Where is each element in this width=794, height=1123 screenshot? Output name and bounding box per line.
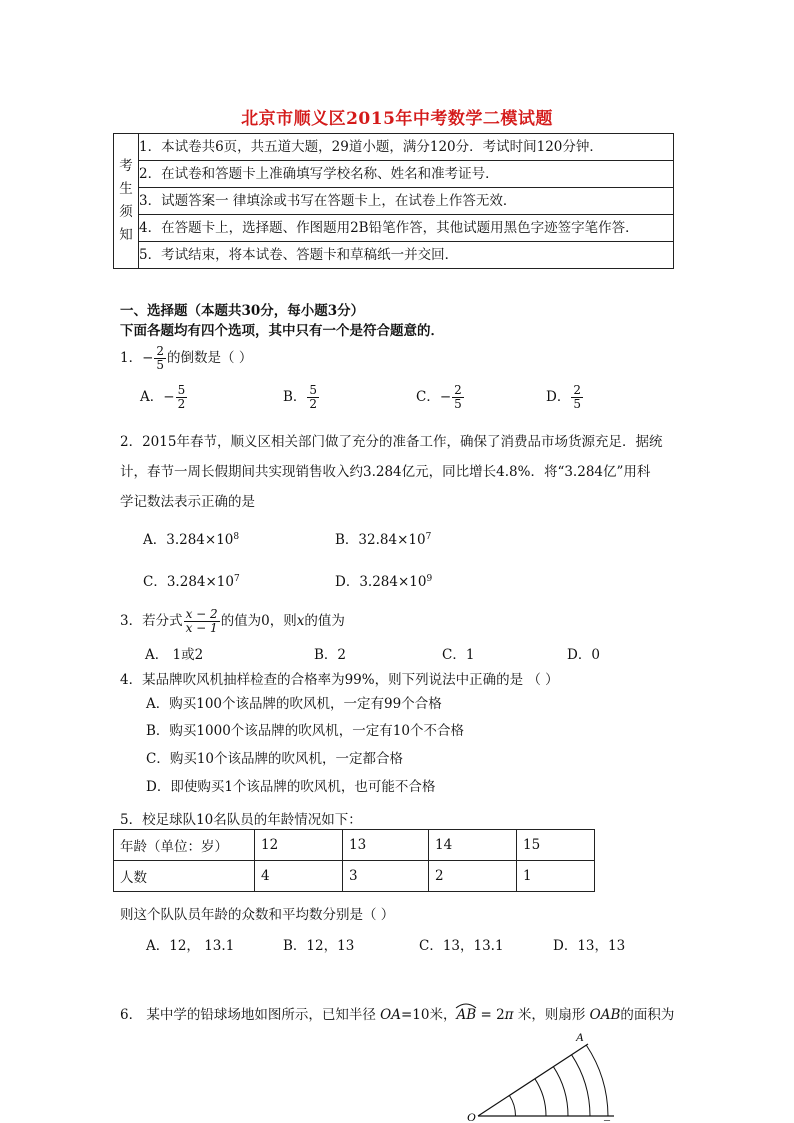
sector-figure	[464, 1026, 664, 1123]
age-table	[113, 829, 595, 892]
notice-item: 1．本试卷共6页，共五道大题，29道小题，满分120分．考试时间120分钟．	[139, 134, 674, 161]
q5-stem: 5．校足球队10名队员的年龄情况如下：	[120, 812, 362, 828]
q4-stem: 4．某品牌吹风机抽样检查的合格率为99%，则下列说法中正确的是 （ ）	[120, 672, 559, 688]
q3-option-c: C．1	[442, 647, 475, 663]
notice-table	[113, 133, 674, 269]
q4-option-d: D．即使购买1个该品牌的吹风机，也可能不合格	[146, 779, 436, 795]
q4-option-a: A．购买100个该品牌的吹风机，一定有99个合格	[146, 696, 442, 712]
q1-option-c: C．− $\frac{2}{5}$	[416, 383, 462, 411]
notice-item: 4．在答题卡上，选择题、作图题用2B铅笔作答，其他试题用黑色字迹签字笔作答．	[139, 215, 674, 242]
arc-line	[572, 1055, 590, 1116]
q3-option-a: A． 1或2	[145, 647, 204, 663]
page-title: 北京市顺义区2015年中考数学二模试题	[241, 109, 553, 129]
q2-option-a: A．$3.284\times 10^8$	[143, 532, 240, 548]
q1-option-b: B． $\frac{5}{2}$	[283, 383, 318, 411]
notice-item: 5．考试结束，将本试卷、答题卡和草稿纸一并交回．	[139, 242, 674, 269]
arc-mark-icon	[455, 1003, 477, 1009]
q3-option-b: B．2	[314, 647, 347, 663]
table-cell: 13	[343, 830, 429, 861]
q5-question: 则这个队队员年龄的众数和平均数分别是（ ）	[120, 907, 395, 923]
arc-ab: AB	[457, 1007, 477, 1023]
label-o: O	[467, 1110, 476, 1123]
question-1: 1．− $\frac{2}{5}$ 的倒数是（ ）	[120, 344, 253, 372]
fraction: $\frac{2}{5}$	[156, 344, 165, 372]
fraction: $\frac{x - 2}{x - 1}$	[185, 607, 218, 635]
notice-item: 2．在试卷和答题卡上准确填写学校名称、姓名和准考证号．	[139, 161, 674, 188]
arc-line	[509, 1096, 515, 1117]
label-a: A	[576, 1030, 584, 1044]
q2-line: 学记数法表示正确的是	[120, 494, 255, 510]
table-cell: 14	[429, 830, 517, 861]
table-cell: 人数	[114, 861, 255, 892]
radius-oa	[478, 1044, 588, 1116]
table-cell: 2	[429, 861, 517, 892]
arc-line	[553, 1067, 568, 1116]
section-heading: 一、选择题（本题共30分，每小题3分）	[120, 303, 365, 319]
q4-option-c: C．购买10个该品牌的吹风机，一定都合格	[146, 751, 404, 767]
table-cell: 4	[255, 861, 343, 892]
q3-option-d: D．0	[567, 647, 600, 663]
table-cell: 15	[517, 830, 595, 861]
label-b: –	[604, 1112, 610, 1123]
arc-line	[535, 1079, 546, 1116]
q1-option-d: D． $\frac{2}{5}$	[546, 383, 581, 411]
notice-label: 考 生 须 知	[114, 134, 139, 269]
q2-option-b: B．$32.84\times 10^7$	[335, 532, 432, 548]
table-cell: 年龄（单位：岁）	[114, 830, 255, 861]
q2-option-c: C．$3.284\times 10^7$	[143, 574, 240, 590]
q5-option-a: A．12， 13.1	[146, 938, 235, 954]
q2-line: 计，春节一周长假期间共实现销售收入约3.284亿元，同比增长4.8%．将“3.284亿”用科	[120, 464, 651, 480]
q5-option-c: C．13，13.1	[419, 938, 504, 954]
question-6: 6． 某中学的铅球场地如图所示，已知半径 OA=10米， AB = 2π 米，则扇形 OAB的面积为	[120, 1003, 674, 1023]
section-instruction: 下面各题均有四个选项，其中只有一个是符合题意的．	[120, 323, 444, 339]
table-cell: 3	[343, 861, 429, 892]
q2-option-d: D．$3.284\times 10^9$	[335, 574, 433, 590]
q5-option-b: B．12，13	[283, 938, 355, 954]
q2-line: 2．2015年春节，顺义区相关部门做了充分的准备工作，确保了消费品市场货源充足．据统	[120, 434, 663, 450]
question-3: 3．若分式 $\frac{x - 2}{x - 1}$ 的值为0，则x的值为	[120, 607, 345, 635]
table-cell: 12	[255, 830, 343, 861]
table-row	[114, 830, 595, 861]
q1-option-a: A．− $\frac{5}{2}$	[140, 383, 186, 411]
q4-option-b: B．购买1000个该品牌的吹风机，一定有10个不合格	[146, 723, 464, 739]
notice-item: 3．试题答案一 律填涂或书写在答题卡上，在试卷上作答无效．	[139, 188, 674, 215]
q5-option-d: D．13，13	[553, 938, 626, 954]
table-row	[114, 861, 595, 892]
table-cell: 1	[517, 861, 595, 892]
